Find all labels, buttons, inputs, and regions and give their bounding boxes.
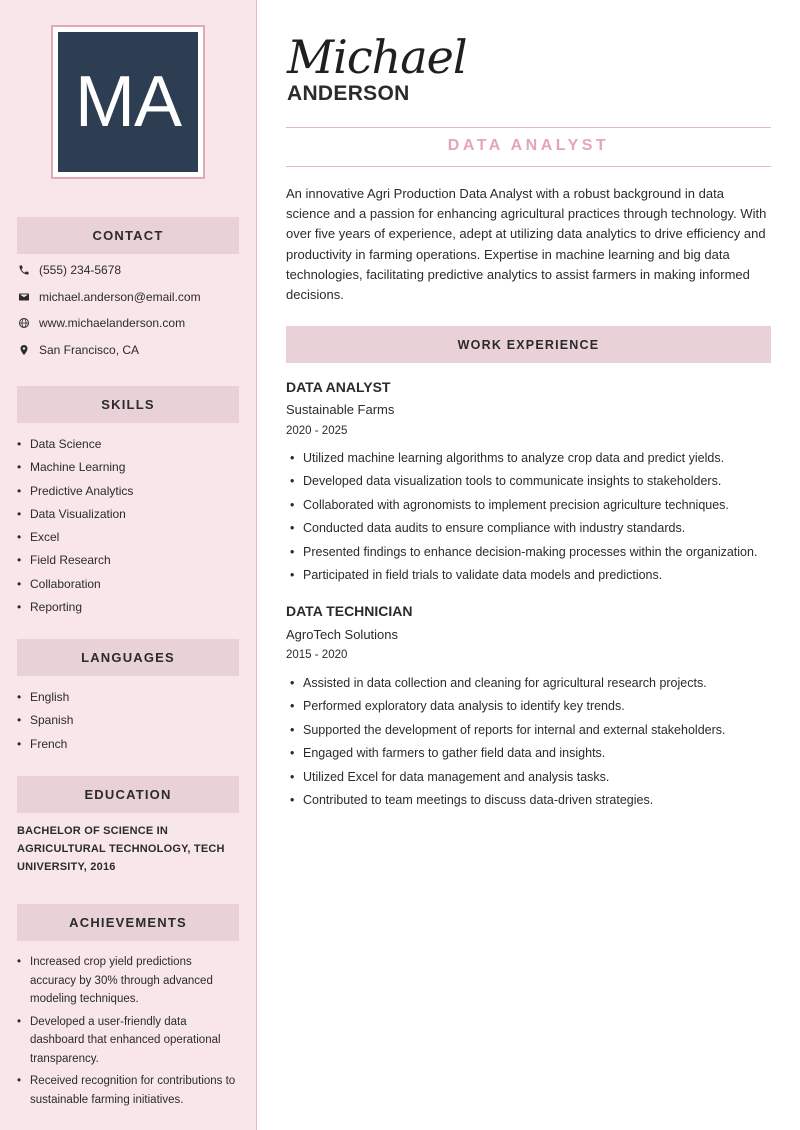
monogram-frame — [51, 25, 205, 179]
list-item: • Spanish — [17, 713, 73, 736]
globe-icon — [17, 316, 31, 330]
job-company: AgroTech Solutions — [286, 627, 399, 642]
list-item: • Received recognition for contributions to sustainable farming initiatives. — [17, 1072, 239, 1109]
list-item: • Excel — [17, 530, 133, 553]
contact-heading: CONTACT — [17, 217, 239, 254]
job-company: Sustainable Farms — [286, 402, 395, 417]
job-duties — [288, 450, 773, 590]
languages-list — [17, 690, 73, 760]
list-item: • Machine Learning — [17, 460, 133, 483]
location-pin-icon — [17, 343, 31, 357]
skills-list — [17, 437, 133, 623]
list-item: • Collaborated with agronomists to implement precision agriculture techniques. — [288, 497, 773, 520]
list-item: • Conducted data audits to ensure compliance with industry standards. — [288, 520, 773, 543]
job-duties — [288, 675, 773, 815]
list-item: • Reporting — [17, 600, 133, 623]
list-item: • Developed a user-friendly data dashboard that enhanced operational transparency. — [17, 1013, 239, 1069]
languages-heading: LANGUAGES — [17, 639, 239, 676]
list-item: • Predictive Analytics — [17, 484, 133, 507]
achievements-heading: ACHIEVEMENTS — [17, 904, 239, 941]
job-dates: 2020 - 2025 — [286, 425, 348, 437]
contact-website — [17, 316, 185, 330]
list-item: • Utilized machine learning algorithms to analyze crop data and predict yields. — [288, 450, 773, 473]
list-item: • Supported the development of reports for internal and external stakeholders. — [288, 722, 773, 745]
list-item: • French — [17, 737, 73, 760]
phone-icon — [17, 263, 31, 277]
education-heading: EDUCATION — [17, 776, 239, 813]
job-role: DATA TECHNICIAN — [286, 603, 413, 619]
list-item: • Presented findings to enhance decision-making processes within the organization. — [288, 544, 773, 567]
contact-email — [17, 290, 201, 304]
contact-phone — [17, 263, 121, 277]
list-item: • Participated in field trials to validate data models and predictions. — [288, 567, 773, 590]
first-name: Michael — [287, 30, 467, 84]
list-item: • Data Visualization — [17, 507, 133, 530]
contact-location — [17, 343, 139, 357]
achievements-list — [17, 953, 239, 1113]
sidebar — [0, 0, 257, 1130]
divider — [286, 127, 771, 128]
job-title: DATA ANALYST — [447, 137, 610, 154]
list-item: • Developed data visualization tools to communicate insights to stakeholders. — [288, 473, 773, 496]
list-item: • Assisted in data collection and cleaning for agricultural research projects. — [288, 675, 773, 698]
skills-heading: SKILLS — [17, 386, 239, 423]
divider — [286, 166, 771, 167]
job-role: DATA ANALYST — [286, 379, 391, 395]
website-text[interactable]: www.michaelanderson.com — [39, 316, 186, 330]
list-item: • Field Research — [17, 553, 133, 576]
list-item: • Utilized Excel for data management and analysis tasks. — [288, 769, 773, 792]
phone-text: (555) 234-5678 — [39, 263, 122, 277]
email-text[interactable]: michael.anderson@email.com — [39, 290, 201, 304]
list-item: • Contributed to team meetings to discuss data-driven strategies. — [288, 792, 773, 815]
list-item: • Increased crop yield predictions accuracy by 30% through advanced modeling techniques. — [17, 953, 239, 1009]
list-item: • Engaged with farmers to gather field data and insights. — [288, 745, 773, 768]
last-name: ANDERSON — [287, 82, 410, 105]
work-experience-heading: WORK EXPERIENCE — [286, 326, 771, 363]
summary: An innovative Agri Production Data Analyst with a robust background in data science and a passion for enhancing agricultural practices through technology. With over five years of experience, adept at utilizing data analytics to drive efficiency and productivity in farming operations. Expertise in machine learning and big data technologies, facilitating predictive analytics to assist farmers in making informed decisions. — [286, 186, 767, 303]
list-item: • Data Science — [17, 437, 133, 460]
list-item: • English — [17, 690, 73, 713]
list-item: • Performed exploratory data analysis to identify key trends. — [288, 698, 773, 721]
job-dates: 2015 - 2020 — [286, 649, 348, 661]
monogram: MA — [58, 32, 198, 172]
list-item: • Collaboration — [17, 577, 133, 600]
location-text: San Francisco, CA — [39, 343, 140, 357]
education-text: BACHELOR OF SCIENCE IN AGRICULTURAL TECHNOLOGY, TECH UNIVERSITY, 2016 — [17, 825, 225, 873]
email-icon — [17, 290, 31, 304]
